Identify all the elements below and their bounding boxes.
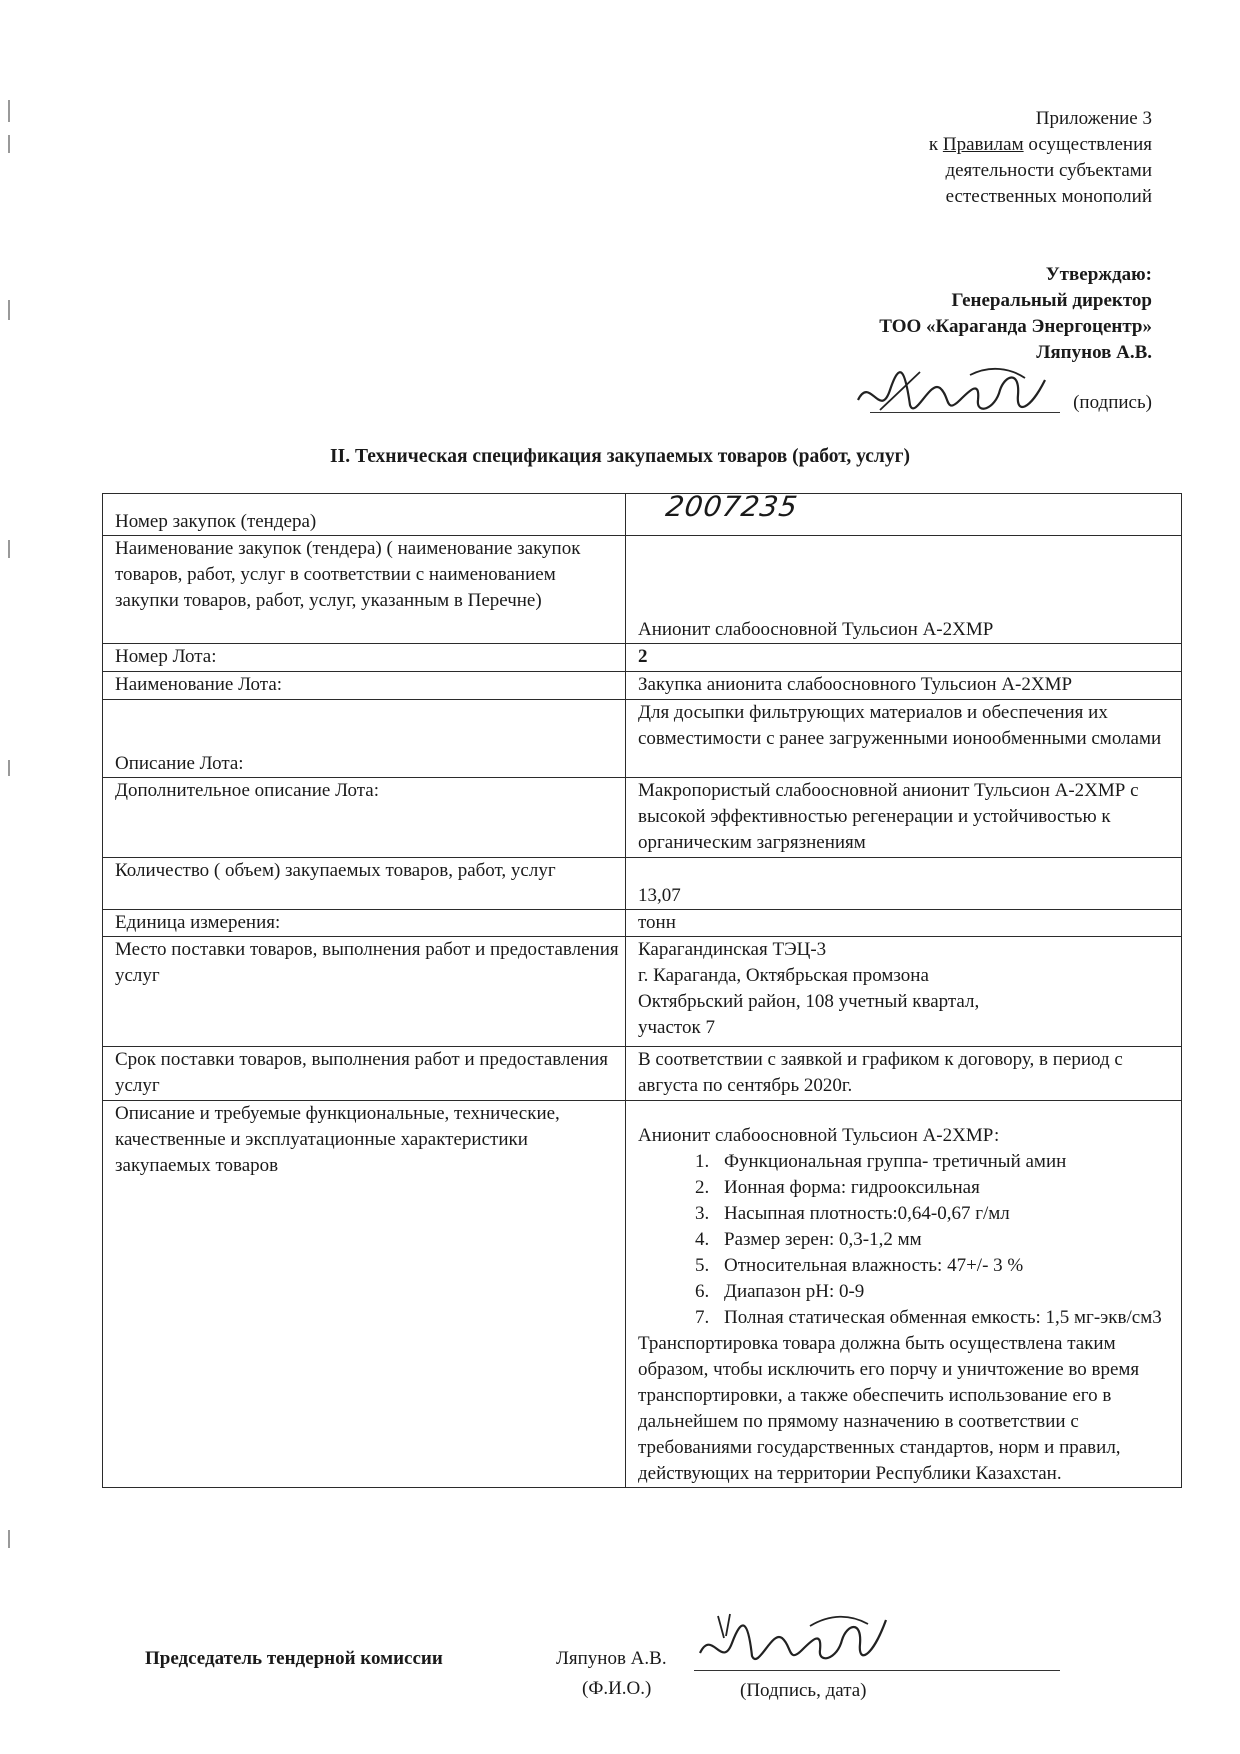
- commission-chair-label: Председатель тендерной комиссии: [145, 1648, 443, 1669]
- value-cell: [626, 1101, 1182, 1488]
- approver-position: Генеральный директор: [951, 290, 1152, 311]
- table-row: [103, 910, 1182, 937]
- label-cell: Количество ( объем) закупаемых товаров, работ, услуг: [103, 858, 626, 910]
- value-cell: Для досыпки фильтрующих материалов и обеспечения их совместимости с ранее загруженными ионообменными смолами: [626, 700, 1182, 778]
- annex-number: Приложение 3: [1035, 108, 1152, 129]
- value-cell: [626, 937, 1182, 1047]
- label-cell: Описание Лота:: [103, 700, 626, 778]
- table-row: [103, 937, 1182, 1047]
- delivery-place-line: Карагандинская ТЭЦ-3: [638, 939, 827, 960]
- approve-label: Утверждаю:: [1045, 264, 1152, 285]
- signature-caption: (подпись): [1073, 392, 1152, 413]
- characteristics-intro: Анионит слабоосновной Тульсион А-2ХМР:: [638, 1125, 1000, 1146]
- page-title: II. Техническая спецификация закупаемых товаров (работ, услуг): [330, 446, 910, 467]
- transport-requirements: Транспортировка товара должна быть осуществлена таким образом, чтобы исключить его порчу и уничтожение во время транспортировки, а также обеспечить использование его в дальнейшем по прямому назначению в соответствии с требованиями государственных стандартов, норм и правил, действующих на территории Республики Казахстан.: [638, 1333, 1140, 1484]
- delivery-place-line: г. Караганда, Октябрьская промзона: [638, 965, 929, 986]
- value-cell: [626, 490, 1182, 536]
- list-item: 7. Полная статическая обменная емкость: 1,5 мг-экв/см3: [714, 1305, 1175, 1331]
- rules-link[interactable]: Правилам: [942, 134, 1024, 155]
- label-cell: Наименование закупок (тендера) ( наименование закупок товаров, работ, услуг в соответствии с наименованием закупки товаров, работ, услуг, указанным в Перечне): [103, 536, 626, 644]
- table-row: [103, 1101, 1182, 1488]
- footer-signature-block: [0, 1640, 1240, 1740]
- approver-company: ТОО «Караганда Энергоцентр»: [879, 316, 1152, 337]
- handwritten-signature-chair: [690, 1608, 890, 1678]
- label-cell: Единица измерения:: [103, 910, 626, 937]
- label-cell: Наименование Лота:: [103, 672, 626, 700]
- list-item: 4. Размер зерен: 0,3-1,2 мм: [714, 1227, 1175, 1253]
- value-cell: 2: [626, 644, 1182, 672]
- label-cell: Дополнительное описание Лота:: [103, 778, 626, 858]
- list-item: 1. Функциональная группа- третичный амин: [714, 1149, 1175, 1175]
- annex-line-4: естественных монополий: [945, 186, 1152, 207]
- characteristics-list: [638, 1149, 1175, 1331]
- annex-line-3: деятельности субъектами: [945, 160, 1152, 181]
- approval-block: [879, 262, 1152, 366]
- annex-rules-line: к Правилам осуществления: [928, 134, 1152, 155]
- table-row: [103, 858, 1182, 910]
- label-cell: Номер закупок (тендера): [103, 494, 626, 536]
- delivery-place-line: Октябрьский район, 108 учетный квартал,: [638, 991, 980, 1012]
- value-cell: тонн: [626, 910, 1182, 937]
- approver-name: Ляпунов А.В.: [1036, 342, 1152, 363]
- list-item: 5. Относительная влажность: 47+/- 3 %: [714, 1253, 1175, 1279]
- table-row: [103, 778, 1182, 858]
- table-row: [103, 700, 1182, 778]
- signature-date-caption: (Подпись, дата): [740, 1680, 867, 1701]
- table-row: [103, 494, 1182, 536]
- list-item: 3. Насыпная плотность:0,64-0,67 г/мл: [714, 1201, 1175, 1227]
- table-row: [103, 536, 1182, 644]
- delivery-place-line: участок 7: [638, 1017, 715, 1038]
- table-row: [103, 672, 1182, 700]
- value-cell: 13,07: [626, 858, 1182, 910]
- label-cell: Место поставки товаров, выполнения работ и предоставления услуг: [103, 937, 626, 1047]
- specification-table: [102, 490, 1182, 1488]
- tender-number: 2007235: [663, 490, 801, 523]
- label-cell: Номер Лота:: [103, 644, 626, 672]
- value-cell: Закупка анионита слабоосновного Тульсион А-2ХМР: [626, 672, 1182, 700]
- list-item: 6. Диапазон pH: 0-9: [714, 1279, 1175, 1305]
- list-item: 2. Ионная форма: гидрооксильная: [714, 1175, 1175, 1201]
- label-cell: Описание и требуемые функциональные, технические, качественные и эксплуатационные характеристики закупаемых товаров: [103, 1101, 626, 1488]
- scan-margin-marks: [8, 0, 14, 1754]
- value-cell: В соответствии с заявкой и графиком к договору, в период с августа по сентябрь 2020г.: [626, 1047, 1182, 1101]
- table-row: [103, 644, 1182, 672]
- annex-header: [929, 106, 1152, 210]
- label-cell: Срок поставки товаров, выполнения работ и предоставления услуг: [103, 1047, 626, 1101]
- table-row: [103, 1047, 1182, 1101]
- chair-name: Ляпунов А.В.: [556, 1648, 667, 1669]
- handwritten-signature-approval: [850, 360, 1050, 430]
- fio-caption: (Ф.И.О.): [582, 1678, 652, 1699]
- value-cell: Анионит слабоосновной Тульсион А-2ХМР: [626, 536, 1182, 644]
- value-cell: Макропористый слабоосновной анионит Тульсион А-2ХМР с высокой эффективностью регенерации и устойчивостью к органическим загрязнениям: [626, 778, 1182, 858]
